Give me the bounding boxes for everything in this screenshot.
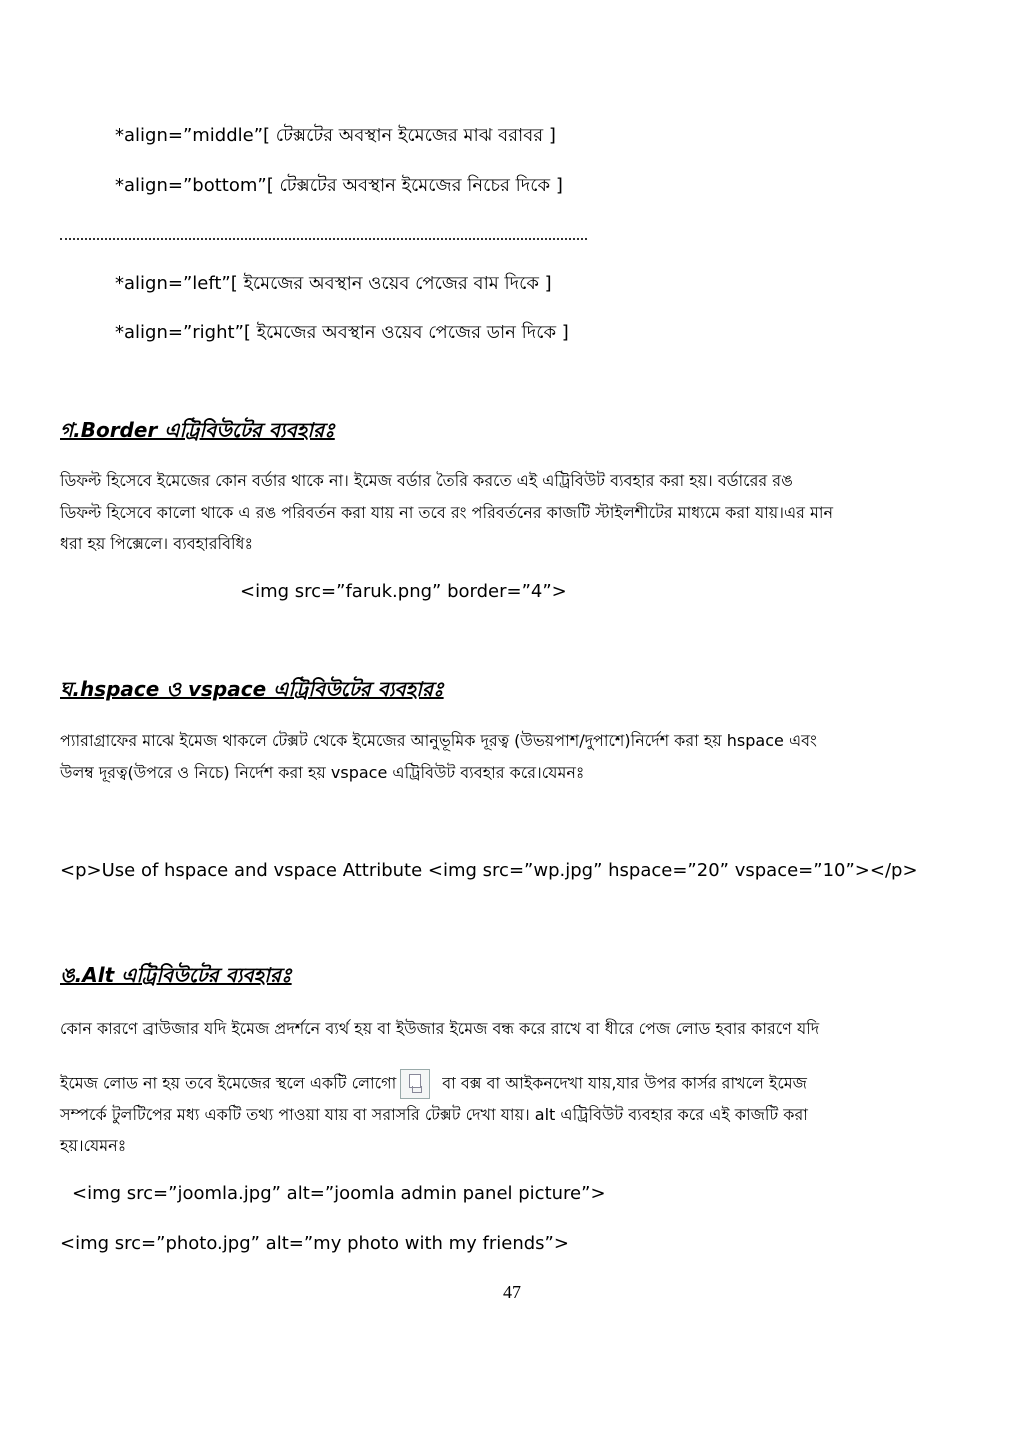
border-para-line-3: ধরা হয় পিক্সেলে। ব্যবহারবিধিঃ	[60, 534, 254, 553]
alt-code-example-1: <img src=”joomla.jpg” alt=”joomla admin panel picture”>	[72, 1183, 606, 1204]
alt-para-line-2-end: বা বক্স বা আইকনদেখা যায়,যার উপর কার্সর রাখলে ইমেজ	[442, 1073, 807, 1093]
border-section-heading: গ.Border এট্রিবিউটের ব্যবহারঃ	[60, 418, 335, 442]
alt-code-example-2: <img src=”photo.jpg” alt=”my photo with my friends”>	[60, 1233, 569, 1254]
alt-para-line-2	[60, 1069, 807, 1099]
space-para-line-1: প্যারাগ্রাফের মাঝে ইমেজ থাকলে টেক্সট থেকে ইমেজের আনুভূমিক দূরত্ব (উভয়পাশ/দুপাশে)নির্দেশ করা হয় hspace এবং	[60, 731, 817, 750]
border-code-example: <img src=”faruk.png” border=”4”>	[240, 581, 567, 602]
align-right-line: *align=”right”[ ইমেজের অবস্থান ওয়েব পেজের ডান দিকে ]	[115, 322, 569, 343]
dotted-separator	[60, 238, 587, 240]
alt-section-heading: ঙ.Alt এট্রিবিউটের ব্যবহারঃ	[60, 963, 292, 987]
alt-para-line-3: সম্পর্কে টুলটিপের মধ্য একটি তথ্য পাওয়া যায় বা সরাসরি টেক্সট দেখা যায়। alt এট্রিবিউট ব্যবহার করে এই কাজটি করা	[60, 1105, 808, 1124]
align-left-line: *align=”left”[ ইমেজের অবস্থান ওয়েব পেজের বাম দিকে ]	[115, 273, 552, 294]
border-para-line-1: ডিফল্ট হিসেবে ইমেজের কোন বর্ডার থাকে না। ইমেজ বর্ডার তৈরি করতে এই এট্রিবিউট ব্যবহার করা হয়। বর্ডারের রঙ	[60, 471, 793, 490]
space-para-line-2: উলম্ব দূরত্ব(উপরে ও নিচে) নির্দেশ করা হয় vspace এট্রিবিউট ব্যবহার করে।যেমনঃ	[60, 763, 585, 782]
border-para-line-2: ডিফল্ট হিসেবে কালো থাকে এ রঙ পরিবর্তন করা যায় না তবে রং পরিবর্তনের কাজটি স্টাইলশীটের মাধ্যমে করা যায়।এর মান	[60, 503, 834, 522]
space-code-example: <p>Use of hspace and vspace Attribute <img src=”wp.jpg” hspace=”20” vspace=”10”></p>	[60, 860, 918, 881]
alt-para-line-2-start: ইমেজ লোড না হয় তবে ইমেজের স্থলে একটি লোগো	[60, 1073, 397, 1093]
align-middle-line: *align=”middle”[ টেক্সটের অবস্থান ইমেজের মাঝ বরাবর ]	[115, 125, 556, 146]
page-number: 47	[503, 1282, 521, 1302]
alt-para-line-4: হয়।যেমনঃ	[60, 1136, 127, 1155]
space-section-heading: ঘ.hspace ও vspace এট্রিবিউটের ব্যবহারঃ	[60, 677, 444, 701]
align-bottom-line: *align=”bottom”[ টেক্সটের অবস্থান ইমেজের নিচের দিকে ]	[115, 175, 563, 196]
alt-para-line-1: কোন কারণে ব্রাউজার যদি ইমেজ প্রদর্শনে ব্যর্থ হয় বা ইউজার ইমেজ বন্ধ করে রাখে বা ধীরে পেজ লোড হবার কারণে যদি	[60, 1019, 820, 1038]
broken-image-icon	[400, 1069, 430, 1099]
